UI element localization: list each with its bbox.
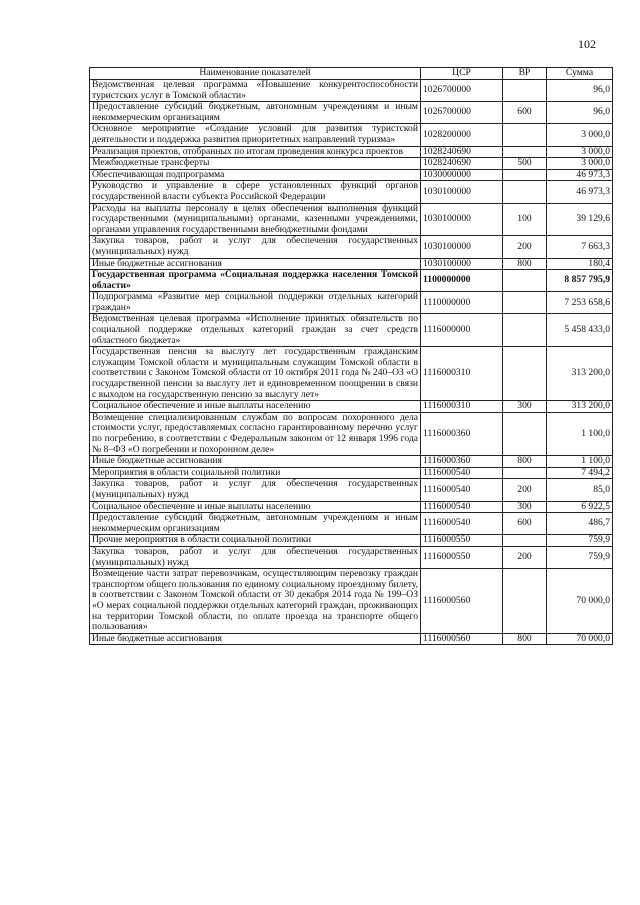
cell-sum: 180,4 <box>547 258 613 270</box>
cell-vr: 300 <box>503 501 547 513</box>
cell-name: Социальное обеспечение и иные выплаты населению <box>90 501 421 513</box>
cell-vr <box>503 270 547 292</box>
cell-sum: 7 663,3 <box>547 236 613 258</box>
cell-vr <box>503 124 547 146</box>
cell-sum: 8 857 795,9 <box>547 270 613 292</box>
header-vr: ВР <box>503 68 547 80</box>
table-row <box>90 633 613 645</box>
cell-vr <box>503 535 547 547</box>
cell-vr: 100 <box>503 203 547 236</box>
table-row <box>90 146 613 158</box>
cell-sum: 7 253 658,6 <box>547 292 613 314</box>
table-row <box>90 181 613 203</box>
cell-name: Расходы на выплаты персоналу в целях обеспечения выполнения функций государственными (муниципальными) органами, казенными учреждениями, органами управления государственными внебюджетными фондами <box>90 203 421 236</box>
cell-vr: 600 <box>503 513 547 535</box>
cell-sum: 1 100,0 <box>547 456 613 468</box>
cell-name: Ведомственная целевая программа «Повышение конкурентоспособности туристских услуг в Томской области» <box>90 80 421 102</box>
cell-sum: 1 100,0 <box>547 412 613 455</box>
cell-vr <box>503 292 547 314</box>
cell-vr: 300 <box>503 401 547 413</box>
cell-name: Возмещение части затрат перевозчикам, осуществляющим перевозку граждан транспортом общего пользования по единому социальному проездному билету, в соответствии с Законом Томской области от 30 декабря 2014 года № 199–ОЗ «О мерах социальной поддержки отдельных категорий граждан, проживающих на территории Томской области, по оплате проезда на транспорте общего пользования» <box>90 569 421 634</box>
cell-csr: 1116000360 <box>421 412 503 455</box>
cell-csr: 1116000550 <box>421 535 503 547</box>
cell-name: Ведомственная целевая программа «Исполнение принятых обязательств по социальной поддержке отдельных категорий граждан за счет средств областного бюджета» <box>90 314 421 347</box>
cell-sum: 486,7 <box>547 513 613 535</box>
cell-name: Социальное обеспечение и иные выплаты населению <box>90 401 421 413</box>
table-row <box>90 270 613 292</box>
table-header-row <box>90 68 613 80</box>
cell-name: Основное мероприятие «Создание условий для развития туристской деятельности и поддержка развития приоритетных направлений туризма» <box>90 124 421 146</box>
cell-csr: 1030100000 <box>421 236 503 258</box>
cell-vr: 800 <box>503 456 547 468</box>
table-row <box>90 258 613 270</box>
cell-csr: 1116000550 <box>421 546 503 568</box>
table-row <box>90 314 613 347</box>
cell-name: Обеспечивающая подпрограмма <box>90 169 421 181</box>
cell-name: Закупка товаров, работ и услуг для обеспечения государственных (муниципальных) нужд <box>90 236 421 258</box>
cell-name: Предоставление субсидий бюджетным, автономным учреждениям и иным некоммерческим организациям <box>90 102 421 124</box>
cell-csr: 1116000540 <box>421 467 503 479</box>
cell-csr: 1116000560 <box>421 633 503 645</box>
cell-sum: 3 000,0 <box>547 124 613 146</box>
cell-sum: 7 494,2 <box>547 467 613 479</box>
cell-name: Прочие мероприятия в области социальной политики <box>90 535 421 547</box>
cell-vr: 200 <box>503 479 547 501</box>
table-row <box>90 203 613 236</box>
table-row <box>90 236 613 258</box>
cell-sum: 313 200,0 <box>547 401 613 413</box>
cell-vr <box>503 146 547 158</box>
cell-csr: 1116000540 <box>421 513 503 535</box>
cell-sum: 759,9 <box>547 535 613 547</box>
cell-csr: 1026700000 <box>421 80 503 102</box>
cell-csr: 1030100000 <box>421 203 503 236</box>
cell-vr <box>503 467 547 479</box>
cell-sum: 6 922,5 <box>547 501 613 513</box>
cell-csr: 1116000560 <box>421 569 503 634</box>
cell-csr: 1028240690 <box>421 146 503 158</box>
cell-name: Государственная пенсия за выслугу лет государственным гражданским служащим Томской области и муниципальным служащим Томской области в соответствии с Законом Томской области от 10 октября 2011 года № 240–ОЗ «О государственной пенсии за выслугу лет и единовременном поощрении в связи с выходом на государственную пенсию за выслугу лет» <box>90 347 421 401</box>
cell-csr: 1030100000 <box>421 181 503 203</box>
cell-vr: 500 <box>503 158 547 170</box>
cell-vr: 200 <box>503 236 547 258</box>
cell-name: Мероприятия в области социальной политики <box>90 467 421 479</box>
cell-csr: 1116000360 <box>421 456 503 468</box>
table-row <box>90 546 613 568</box>
cell-csr: 1110000000 <box>421 292 503 314</box>
cell-vr <box>503 181 547 203</box>
table-row <box>90 479 613 501</box>
cell-vr <box>503 314 547 347</box>
cell-name: Подпрограмма «Развитие мер социальной поддержки отдельных категорий граждан» <box>90 292 421 314</box>
cell-name: Иные бюджетные ассигнования <box>90 456 421 468</box>
table-row <box>90 412 613 455</box>
budget-table <box>89 67 613 645</box>
cell-name: Предоставление субсидий бюджетным, автономным учреждениям и иным некоммерческим организациям <box>90 513 421 535</box>
header-name: Наименование показателей <box>90 68 421 80</box>
cell-csr: 1116000540 <box>421 479 503 501</box>
cell-name: Межбюджетные трансферты <box>90 158 421 170</box>
cell-sum: 3 000,0 <box>547 158 613 170</box>
table-row <box>90 124 613 146</box>
cell-sum: 96,0 <box>547 80 613 102</box>
cell-sum: 85,0 <box>547 479 613 501</box>
cell-name: Реализация проектов, отобранных по итогам проведения конкурса проектов <box>90 146 421 158</box>
cell-csr: 1116000310 <box>421 401 503 413</box>
cell-sum: 96,0 <box>547 102 613 124</box>
cell-sum: 39 129,6 <box>547 203 613 236</box>
cell-name: Закупка товаров, работ и услуг для обеспечения государственных (муниципальных) нужд <box>90 479 421 501</box>
table-row <box>90 80 613 102</box>
table-row <box>90 158 613 170</box>
table-row <box>90 456 613 468</box>
table-row <box>90 513 613 535</box>
cell-sum: 70 000,0 <box>547 633 613 645</box>
cell-vr: 800 <box>503 633 547 645</box>
cell-csr: 1100000000 <box>421 270 503 292</box>
cell-csr: 1116000000 <box>421 314 503 347</box>
cell-vr: 800 <box>503 258 547 270</box>
cell-sum: 313 200,0 <box>547 347 613 401</box>
cell-csr: 1028240690 <box>421 158 503 170</box>
cell-name: Возмещение специализированным службам по вопросам похоронного дела стоимости услуг, предоставляемых согласно гарантированному перечню услуг по погребению, в соответствии с Федеральным законом от 12 января 1996 года № 8–ФЗ «О погребении и похоронном деле» <box>90 412 421 455</box>
cell-csr: 1028200000 <box>421 124 503 146</box>
cell-sum: 46 973,3 <box>547 181 613 203</box>
cell-csr: 1026700000 <box>421 102 503 124</box>
cell-name: Государственная программа «Социальная поддержка населения Томской области» <box>90 270 421 292</box>
cell-vr <box>503 80 547 102</box>
table-row <box>90 501 613 513</box>
cell-vr: 200 <box>503 546 547 568</box>
cell-csr: 1030100000 <box>421 258 503 270</box>
table-body <box>90 80 613 645</box>
header-sum: Сумма <box>547 68 613 80</box>
cell-sum: 70 000,0 <box>547 569 613 634</box>
cell-sum: 759,9 <box>547 546 613 568</box>
table-row <box>90 347 613 401</box>
cell-csr: 1030000000 <box>421 169 503 181</box>
header-csr: ЦСР <box>421 68 503 80</box>
table-row <box>90 569 613 634</box>
table-row <box>90 467 613 479</box>
cell-name: Руководство и управление в сфере установленных функций органов государственной власти субъекта Российской Федерации <box>90 181 421 203</box>
cell-vr <box>503 347 547 401</box>
cell-name: Иные бюджетные ассигнования <box>90 633 421 645</box>
cell-name: Закупка товаров, работ и услуг для обеспечения государственных (муниципальных) нужд <box>90 546 421 568</box>
table-row <box>90 169 613 181</box>
cell-sum: 46 973,3 <box>547 169 613 181</box>
table-row <box>90 401 613 413</box>
cell-name: Иные бюджетные ассигнования <box>90 258 421 270</box>
cell-vr: 600 <box>503 102 547 124</box>
cell-csr: 1116000540 <box>421 501 503 513</box>
table-row <box>90 292 613 314</box>
cell-sum: 5 458 433,0 <box>547 314 613 347</box>
cell-vr <box>503 412 547 455</box>
table-row <box>90 102 613 124</box>
table-row <box>90 535 613 547</box>
cell-vr <box>503 169 547 181</box>
cell-sum: 3 000,0 <box>547 146 613 158</box>
page-number: 102 <box>578 37 596 51</box>
cell-vr <box>503 569 547 634</box>
cell-csr: 1116000310 <box>421 347 503 401</box>
